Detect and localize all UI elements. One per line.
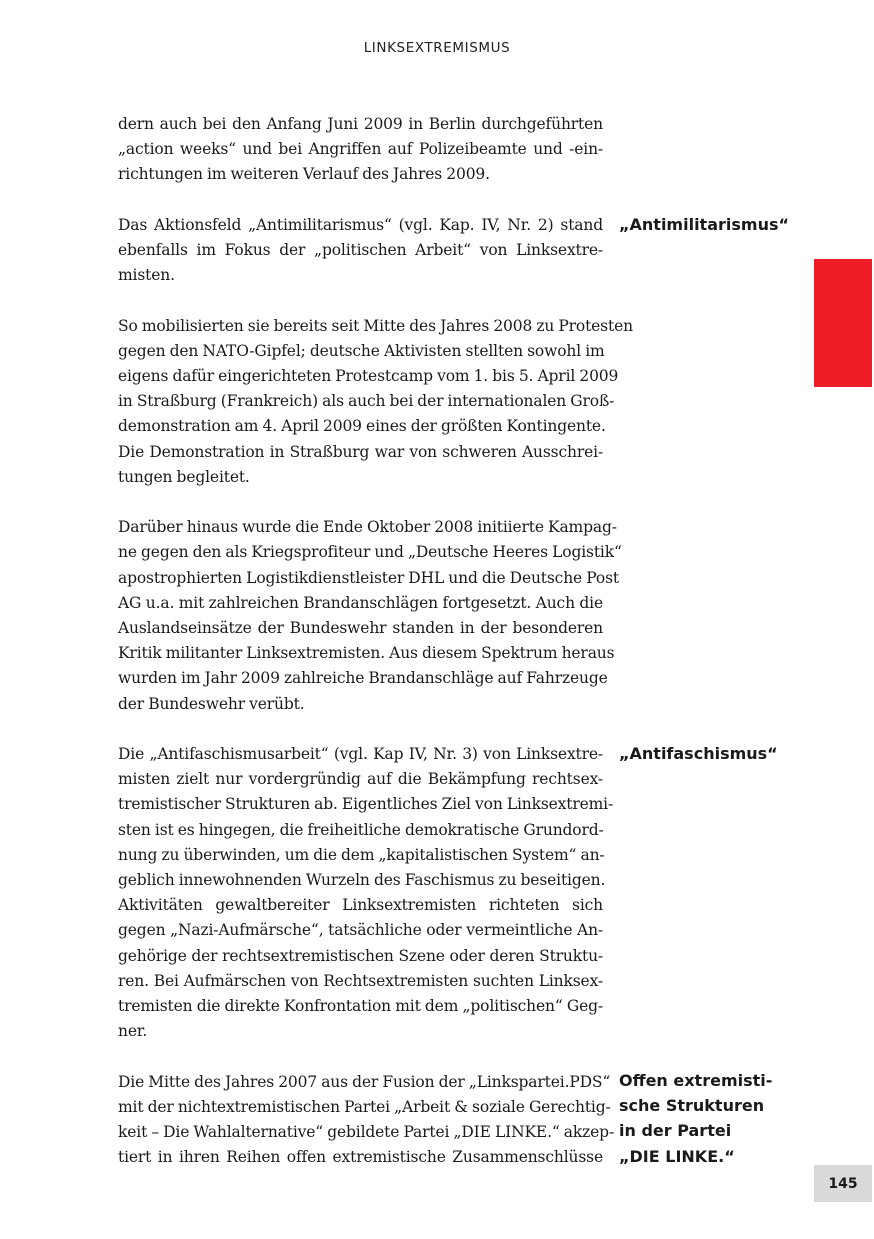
body-text: [118, 112, 633, 1196]
text-line: ne gegen den als Kriegsprofiteur und „Deutsche Heeres Logistik“: [118, 543, 622, 562]
paragraph-2: [118, 213, 603, 289]
text-line: gegen „Nazi-Aufmärsche“, tatsächliche oder vermeintliche An-: [118, 921, 603, 940]
text-line: Die Demonstration in Straßburg war von schweren Ausschrei-: [118, 442, 603, 461]
text-line: geblich innewohnenden Wurzeln des Faschismus zu beseitigen.: [118, 871, 606, 890]
text-line: Das Aktionsfeld „Antimilitarismus“ (vgl. Kap. IV, Nr. 2) stand: [118, 215, 603, 234]
text-line: dern auch bei den Anfang Juni 2009 in Berlin durchgeführten: [118, 115, 603, 133]
text-line: misten zielt nur vordergründig auf die Bekämpfung rechtsex-: [118, 770, 603, 789]
text-line: der Bundeswehr verübt.: [118, 694, 305, 713]
margin-note-die-linke: [619, 1068, 809, 1169]
text-line: misten.: [118, 266, 175, 285]
text-line: Die „Antifaschismusarbeit“ (vgl. Kap IV, Nr. 3) von Linksextre-: [118, 745, 603, 764]
text-line: tremistischer Strukturen ab. Eigentliches Ziel von Linksextremi-: [118, 795, 614, 814]
margin-note-antimilitarismus: „Antimilitarismus“: [619, 215, 789, 234]
text-line: richtungen im weiteren Verlauf des Jahres 2009.: [118, 165, 490, 184]
text-line: tremisten die direkte Konfrontation mit dem „politischen“ Geg-: [118, 997, 603, 1016]
paragraph-1: [118, 112, 603, 188]
text-line: ner.: [118, 1022, 148, 1041]
text-line: Die Mitte des Jahres 2007 aus der Fusion der „Linkspartei.PDS“: [118, 1072, 611, 1091]
text-line: demonstration am 4. April 2009 eines der größten Kontingente.: [118, 417, 606, 436]
margin-note-line: in der Partei: [619, 1121, 732, 1141]
text-line: Aktivitäten gewaltbereiter Linksextremisten richteten sich: [118, 896, 603, 915]
text-line: ebenfalls im Fokus der „politischen Arbeit“ von Linksextre-: [118, 241, 603, 259]
text-line: nung zu überwinden, um die dem „kapitalistischen System“ an-: [118, 845, 605, 864]
text-line: apostrophierten Logistikdienstleister DHL und die Deutsche Post: [118, 568, 619, 587]
margin-note-line: sche Strukturen: [619, 1096, 765, 1116]
text-line: sten ist es hingegen, die freiheitliche demokratische Grundord-: [118, 820, 604, 839]
text-line: ren. Bei Aufmärschen von Rechtsextremisten suchten Linksex-: [118, 971, 603, 990]
text-line: tiert in ihren Reihen offen extremistische Zusammenschlüsse: [118, 1148, 603, 1167]
text-line: tungen begleitet.: [118, 467, 250, 486]
text-line: mit der nichtextremistischen Partei „Arbeit & soziale Gerechtig-: [118, 1097, 611, 1116]
text-line: „action weeks“ und bei Angriffen auf Polizeibeamte und -ein-: [118, 140, 603, 159]
margin-note-line: Offen extremisti-: [619, 1071, 773, 1090]
paragraph-6: [118, 1070, 615, 1171]
text-line: So mobilisierten sie bereits seit Mitte des Jahres 2008 zu Protesten: [118, 316, 633, 335]
text-line: Kritik militanter Linksextremisten. Aus diesem Spektrum heraus: [118, 644, 615, 663]
paragraph-5: [118, 742, 614, 1044]
chapter-tab-marker: [814, 259, 872, 387]
margin-note-line: „DIE LINKE.“: [619, 1146, 735, 1166]
running-header: LINKSEXTREMISMUS: [363, 40, 511, 56]
text-line: AG u.a. mit zahlreichen Brandanschlägen fortgesetzt. Auch die: [118, 593, 603, 612]
margin-note-antifaschismus: „Antifaschismus“: [619, 744, 778, 763]
text-line: Auslandseinsätze der Bundeswehr standen in der besonderen: [118, 619, 603, 638]
page-number: 145: [828, 1175, 858, 1192]
text-line: wurden im Jahr 2009 zahlreiche Brandanschläge auf Fahrzeuge: [118, 669, 608, 688]
text-line: in Straßburg (Frankreich) als auch bei der internationalen Groß-: [118, 392, 615, 411]
page-number-box: [814, 1165, 872, 1202]
text-line: Darüber hinaus wurde die Ende Oktober 2008 initiierte Kampag-: [118, 518, 617, 537]
paragraph-3: [118, 314, 633, 490]
text-line: keit – Die Wahlalternative“ gebildete Partei „DIE LINKE.“ akzep-: [118, 1123, 615, 1142]
paragraph-4: [118, 515, 622, 717]
text-line: eigens dafür eingerichteten Protestcamp vom 1. bis 5. April 2009: [118, 367, 619, 385]
text-line: gehörige der rechtsextremistischen Szene oder deren Struktu-: [118, 946, 603, 965]
text-line: gegen den NATO-Gipfel; deutsche Aktivisten stellten sowohl im: [118, 341, 605, 360]
